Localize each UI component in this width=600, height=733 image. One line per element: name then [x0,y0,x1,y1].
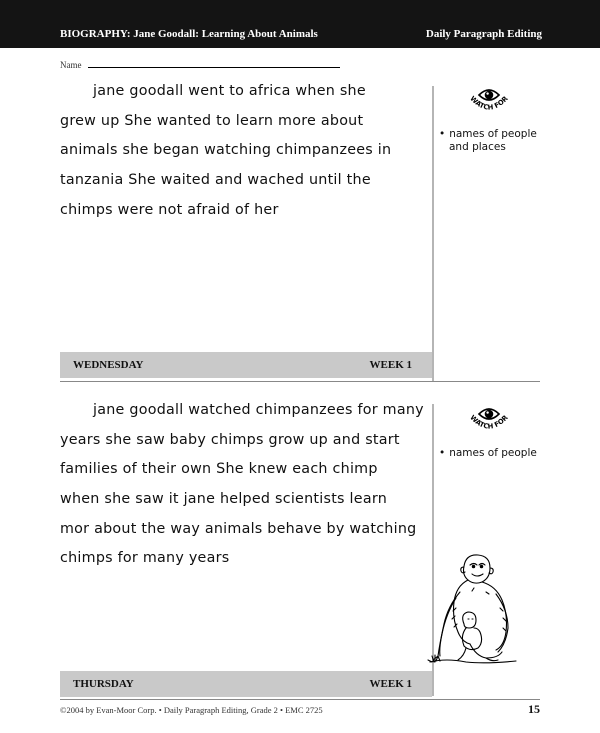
paragraph-line: chimps for many years [60,550,230,567]
paragraph-thursday [60,396,428,574]
section-separator [60,381,540,382]
paragraph-line: when she saw it jane helped scientists learn [60,491,388,508]
day-label: WEDNESDAY [73,359,144,371]
paragraph-wednesday [60,77,428,225]
footer-separator [60,699,540,700]
watch-for-eye-icon [466,84,512,116]
header-bar [0,0,600,48]
paragraph-line: families of their own She knew each chimp [60,461,378,478]
page-number: 15 [528,702,540,716]
hint-list: • names of people and places [439,128,537,153]
watch-for-label: WATCH FOR [468,94,510,112]
day-label: THURSDAY [73,678,134,690]
watch-for-label: WATCH FOR [468,413,510,431]
header-title: BIOGRAPHY: Jane Goodall: Learning About Animals [60,28,318,40]
hint-item: and places [449,141,506,153]
footer-copyright: ©2004 by Evan-Moor Corp. • Daily Paragraph Editing, Grade 2 • EMC 2725 [60,705,323,715]
week-label: WEEK 1 [369,678,412,690]
vertical-divider [432,86,434,382]
week-label: WEEK 1 [369,359,412,371]
paragraph-line: grew up She wanted to learn more about [60,112,364,129]
day-bar-thursday [60,671,432,697]
header-series-title: Daily Paragraph Editing [425,28,542,40]
paragraph-line: years she saw baby chimps grow up and start [60,431,400,448]
day-bar-wednesday [60,352,432,378]
name-label: Name [60,60,82,70]
paragraph-line: jane goodall watched chimpanzees for many [93,402,424,418]
hint-item: names of people [449,128,537,140]
paragraph-line: tanzania She waited and wached until the [60,172,371,189]
paragraph-line: animals she began watching chimpanzees in [60,142,392,159]
hint-item: names of people [449,447,537,459]
paragraph-line: jane goodall went to africa when she [93,83,366,99]
name-write-line [88,67,340,68]
watch-for-eye-icon [466,403,512,435]
chimpanzee-illustration [426,552,526,664]
paragraph-line: mor about the way animals behave by watching [60,520,417,537]
hint-list: • names of people [439,447,537,459]
paragraph-line: chimps were not afraid of her [60,201,279,218]
